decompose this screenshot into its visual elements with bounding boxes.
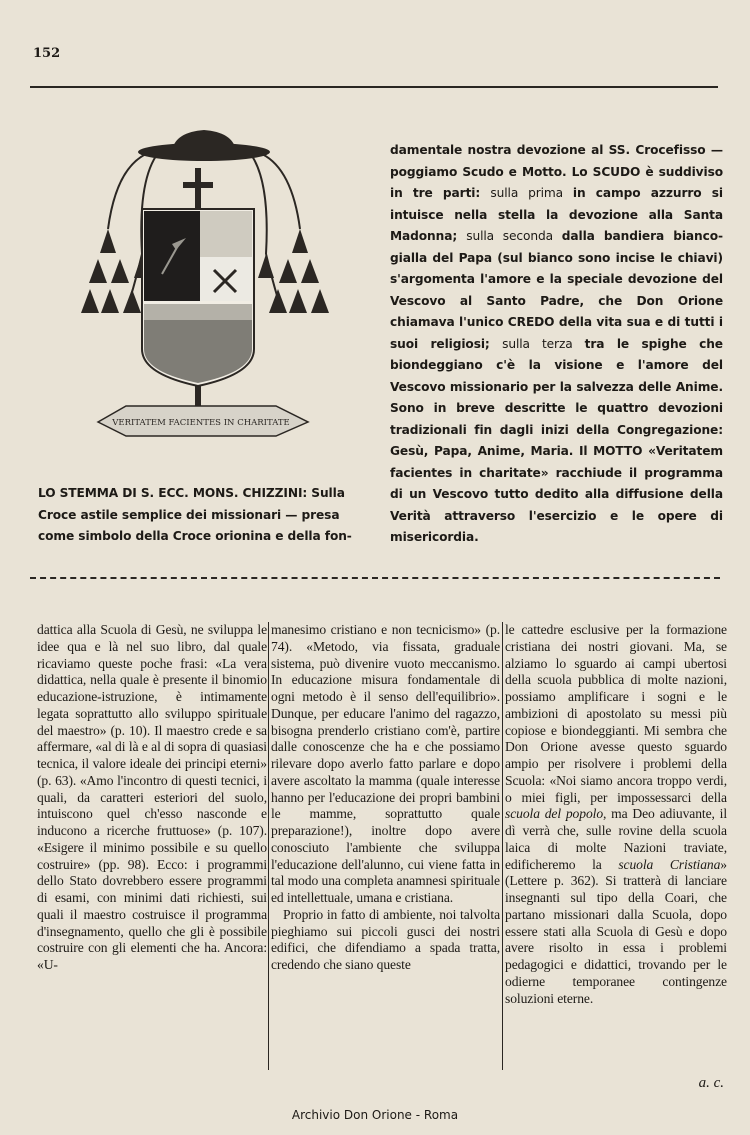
- body-paragraph: manesimo cristiano e non tecnicismo» (p. 74). «Metodo, via fissata, graduale sistema, può divenire vuoto meccanismo. In educazione misura fondamentale di ogni metodo è il senso dell'equilibrio». Dunque, per educare l'animo del ragazzo, bisogna prenderlo cristiano com'è, partire dalle conoscenze che ha e che possiamo rilevare dopo averlo fatto parlare e dopo avere ascoltato la mamma (quale interesse hanno per l'educazione dei propri bambini le mamme, soprattutto quale preparazione!), inoltre dopo avere conosciuto l'ambiente che sviluppa l'educazione dell'alunno, cui viene fatta in tal modo una completa anamnesi spirituale ed intellettuale, umana e cristiana.: [271, 622, 500, 905]
- body-italic: scuola del popolo: [505, 806, 604, 822]
- column-divider: [268, 622, 269, 1070]
- coat-of-arms-illustration: [76, 124, 334, 454]
- body-text: le cattedre esclusive per la formazione cristiana dei nostri giovani. Ma, se alziamo lo sguardo ai campi ubertosi della scuola pubblica di molte nazioni, possiamo amplificare i sogni e le ambizioni di apostolato su messi più copiose e biondeggianti. Mi sembra che Don Orione avesse questo sguardo ampio per risolvere i problemi della Scuola: «Noi siamo ancora troppo verdi, o miei figli, per impossessarci della: [505, 622, 727, 805]
- author-signature: a. c.: [698, 1075, 724, 1091]
- description-bold: tra le spighe che biondeggiano c'è la visione e l'amore del Vescovo missionario per la salvezza delle Anime. Sono in breve descritte le quattro devozioni tradizionali fin dagli inizi della Congregazione: Gesù, Papa, Anime, Maria. Il MOTTO «Veritatem facientes in charitate» racchiude il programma di un Vescovo tutto dedito alla diffusione della Verità attraverso l'esercizio e le opere di misericordia.: [390, 336, 723, 544]
- coat-of-arms-caption: LO STEMMA DI S. ECC. MONS. CHIZZINI: Sulla Croce astile semplice dei missionari — presa come simbolo della Croce orionina e della fon-: [38, 486, 352, 543]
- body-text: , ma Deo adiuvante, il dì verrà che, sulle rovine della scuola laica di molte Nazioni traviate, edificheremo la: [505, 806, 727, 872]
- body-text: » (Lettere p. 362). Si tratterà di lanciare insegnanti sul tipo della Coari, che partano missionari dalla Scuola, dopo essere stati alla Scuola di Gesù e dopo avere risolto in essa i problemi pedagogici e didattici, trovando per le odierne temporanee contingenze soluzioni eterne.: [505, 856, 727, 1006]
- body-paragraph: [505, 622, 727, 1007]
- top-rule: [30, 86, 718, 88]
- body-paragraph: Proprio in fatto di ambiente, noi talvolta pieghiamo sui piccoli gusci dei nostri edifici, che difendiamo a spada tratta, credendo che siano queste: [271, 906, 500, 972]
- description-bold: in campo azzurro si intuisce nella stella la devozione alla Santa Madonna;: [390, 186, 724, 243]
- description-bold: damentale nostra devozione al SS. Crocefisso — poggiamo Scudo e Motto. Lo SCUDO è suddiviso in tre parti:: [390, 143, 723, 200]
- description-light: sulla terza: [502, 336, 585, 351]
- section-divider: [30, 577, 720, 579]
- body-italic: scuola Cristiana: [618, 856, 721, 872]
- coat-of-arms-description: [390, 140, 723, 549]
- column-divider: [502, 622, 503, 1070]
- body-column-3: [505, 622, 727, 1007]
- description-bold: dalla bandiera bianco-gialla del Papa (sul bianco sono incise le chiavi) s'argomenta l'amore e la speciale devozione del Vescovo al Santo Padre, che Don Orione chiamava l'unico CREDO della vita sua e di tutti i suoi religiosi;: [390, 229, 723, 351]
- description-light: sulla seconda: [466, 229, 562, 243]
- description-light: sulla prima: [490, 186, 573, 200]
- archive-footer: Archivio Don Orione - Roma: [291, 1108, 459, 1122]
- body-paragraph: dattica alla Scuola di Gesù, ne sviluppa le idee qua e là nel suo libro, dal quale ricaviamo queste poche frasi: «La vera didattica, nella quale è presente il binomio educazione-istruzione, è intimamente legata soprattutto allo sviluppo spirituale del maestro» (p. 10). Il maestro crede e sa affermare, «al di là e al di sopra di quasiasi tecnica, il valore ideale dei principi eterni» (p. 63). «Amo l'incontro di questi tecnici, i quali, da caratteri esteriori del suolo, intuiscono quel ch'esso nasconde e inducono a ricerche fruttuose» (p. 107). «Esigere il minimo possibile e su quello costruire» (pp. 98). Ecco: i programmi dello Stato dovrebbero essere programmi di esami, con minimi dati richiesti, sui quali il maestro costruisce il programma d'insegnamento, quello che gli è possibile costruire con gli elementi che ha. Ancora: «U-: [37, 622, 267, 972]
- body-column-2: [271, 622, 500, 974]
- motto-ribbon-text: VERITATEM FACIENTES IN CHARITATE: [112, 418, 290, 428]
- page-number: 152: [33, 46, 61, 61]
- body-column-1: [37, 622, 267, 974]
